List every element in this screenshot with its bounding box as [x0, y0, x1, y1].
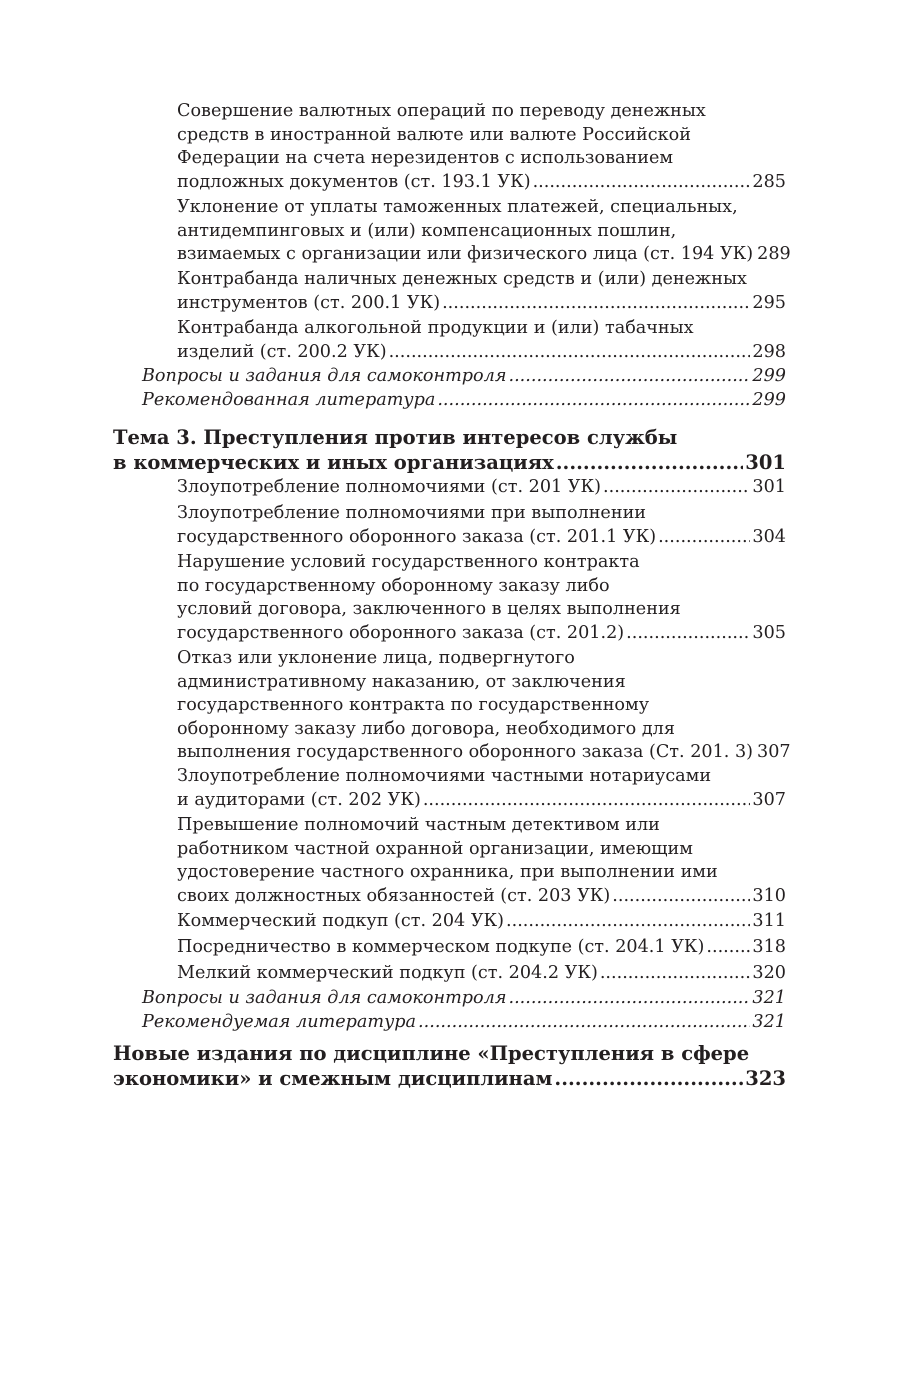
toc-entry-recommended-literature[interactable] [142, 389, 786, 413]
toc-entry-cash-smuggling[interactable] [177, 268, 786, 315]
dot-leader [437, 389, 750, 413]
entry-line: Отказ или уклонение лица, подвергнутого [177, 648, 575, 668]
entry-line: государственного оборонного заказа (ст. 201.1 УК) [177, 526, 657, 547]
entry-last-line [177, 789, 786, 813]
dot-leader [600, 962, 751, 986]
dot-leader [389, 341, 751, 365]
entry-last-line [177, 910, 786, 934]
entry-last-line [142, 389, 786, 413]
toc-entry-contract-refusal[interactable] [177, 647, 791, 765]
entry-line: Совершение валютных операций по переводу денежных [177, 101, 706, 121]
toc-entry-abuse-of-authority[interactable] [177, 476, 786, 500]
entry-line: Контрабанда наличных денежных средств и (или) денежных [177, 269, 747, 289]
entry-last-line [142, 365, 786, 389]
toc-entry-recommended-literature-2[interactable] [142, 1011, 786, 1035]
toc-entry-abuse-defense-order[interactable] [177, 502, 786, 549]
toc-topic-3[interactable] [113, 425, 786, 475]
toc-entry-self-check-questions-2[interactable] [142, 987, 786, 1011]
entry-last-line [142, 1011, 786, 1035]
entry-last-line [113, 1066, 786, 1091]
dot-leader [658, 526, 750, 550]
dot-leader [603, 476, 750, 500]
entry-line: Федерации на счета нерезидентов с использованием [177, 148, 674, 168]
page-number: 289 [757, 244, 791, 264]
page-number: 321 [752, 988, 786, 1008]
entry-last-line [177, 476, 786, 500]
page-number: 320 [752, 963, 786, 983]
entry-line: удостоверение частного охранника, при выполнении ими [177, 862, 718, 882]
toc-entry-petty-bribery[interactable] [177, 962, 786, 986]
dot-leader [626, 622, 750, 646]
entry-last-line [177, 243, 791, 267]
toc-entry-contract-violation[interactable] [177, 551, 786, 645]
entry-line: по государственному оборонному заказу либо [177, 575, 610, 596]
entry-last-line [142, 987, 786, 1011]
page-number: 311 [752, 911, 786, 931]
toc-entry-private-detective[interactable] [177, 814, 786, 908]
page-number: 285 [752, 171, 786, 192]
entry-last-line [177, 962, 786, 986]
entry-line: изделий (ст. 200.2 УК) [177, 341, 387, 362]
entry-line: антидемпинговых и (или) компенсационных пошлин, [177, 220, 677, 241]
entry-line: государственного контракта по государственному [177, 695, 650, 715]
entry-last-line [177, 885, 786, 909]
dot-leader [556, 450, 744, 475]
page-number: 298 [752, 341, 786, 362]
dot-leader [554, 1066, 743, 1091]
entry-line: оборонному заказу либо договора, необходимого для [177, 718, 675, 739]
topic-title-line: экономики» и смежным дисциплинам [113, 1067, 553, 1090]
toc-entry-bribery-mediation[interactable] [177, 936, 786, 960]
dot-leader [533, 171, 751, 195]
entry-line: условий договора, заключенного в целях выполнения [177, 599, 681, 619]
entry-line: средств в иностранной валюте или валюте Российской [177, 124, 691, 145]
page-number: 321 [752, 1012, 786, 1032]
toc-entry-self-check-questions[interactable] [142, 365, 786, 389]
entry-line: Мелкий коммерческий подкуп (ст. 204.2 УК) [177, 963, 598, 983]
toc-entry-currency-operations[interactable] [177, 100, 786, 194]
page-number: 307 [757, 742, 791, 762]
dot-leader [509, 365, 751, 389]
entry-line: Превышение полномочий частным детективом или [177, 815, 660, 835]
dot-leader [418, 1011, 750, 1035]
page-number: 299 [752, 366, 786, 386]
entry-line: инструментов (ст. 200.1 УК) [177, 292, 441, 313]
entry-line: Посредничество в коммерческом подкупе (ст. 204.1 УК) [177, 937, 705, 957]
page-number: 295 [752, 292, 786, 313]
entry-line: Рекомендуемая литература [142, 1012, 417, 1032]
page-number: 318 [752, 937, 786, 957]
entry-last-line [113, 450, 786, 475]
dot-leader [612, 885, 750, 909]
toc-entry-commercial-bribery[interactable] [177, 910, 786, 934]
entry-line: работником частной охранной организации, имеющим [177, 838, 693, 859]
entry-line: Рекомендованная литература [142, 390, 436, 410]
entry-line: и аудиторами (ст. 202 УК) [177, 789, 421, 810]
entry-last-line [177, 292, 786, 316]
entry-line: Уклонение от уплаты таможенных платежей, специальных, [177, 197, 738, 217]
entry-last-line [177, 341, 786, 365]
page-number: 310 [752, 885, 786, 906]
topic-title-line: Новые издания по дисциплине «Преступления в сфере [113, 1042, 750, 1065]
entry-last-line [177, 936, 786, 960]
dot-leader [423, 789, 751, 813]
entry-line: административному наказанию, от заключения [177, 671, 626, 692]
toc-new-editions[interactable] [113, 1041, 786, 1091]
entry-line: Злоупотребление полномочиями (ст. 201 УК) [177, 477, 602, 497]
page-number: 323 [745, 1067, 786, 1090]
entry-last-line [177, 171, 786, 195]
dot-leader [506, 910, 750, 934]
entry-line: взимаемых с организации или физического лица (ст. 194 УК) [177, 244, 754, 264]
entry-line: Нарушение условий государственного контракта [177, 552, 640, 572]
dot-leader [442, 292, 750, 316]
toc-entry-alcohol-smuggling[interactable] [177, 317, 786, 364]
entry-line: Злоупотребление полномочиями при выполнении [177, 503, 647, 523]
dot-leader [706, 936, 750, 960]
page-number: 305 [752, 622, 786, 643]
toc-entry-notaries-auditors[interactable] [177, 765, 786, 812]
page-number: 301 [752, 477, 786, 497]
entry-line: выполнения государственного оборонного заказа (Ст. 201. 3) [177, 742, 754, 762]
entry-line: государственного оборонного заказа (ст. 201.2) [177, 622, 625, 643]
topic-title-line: в коммерческих и иных организациях [113, 451, 554, 474]
toc-entry-customs-evasion[interactable] [177, 196, 791, 267]
page-number: 299 [752, 390, 786, 410]
entry-line: Вопросы и задания для самоконтроля [142, 988, 507, 1008]
entry-last-line [177, 526, 786, 550]
entry-line: своих должностных обязанностей (ст. 203 УК) [177, 885, 611, 906]
page-number: 304 [752, 526, 786, 547]
entry-line: Злоупотребление полномочиями частными нотариусами [177, 766, 712, 786]
entry-line: Контрабанда алкогольной продукции и (или) табачных [177, 318, 694, 338]
entry-line: Коммерческий подкуп (ст. 204 УК) [177, 911, 505, 931]
entry-line: Вопросы и задания для самоконтроля [142, 366, 507, 386]
topic-title-line: Тема 3. Преступления против интересов службы [113, 426, 678, 449]
page-number: 301 [745, 451, 786, 474]
entry-last-line [177, 622, 786, 646]
entry-last-line [177, 741, 791, 765]
dot-leader [509, 987, 751, 1011]
entry-line: подложных документов (ст. 193.1 УК) [177, 171, 531, 192]
page-number: 307 [752, 789, 786, 810]
